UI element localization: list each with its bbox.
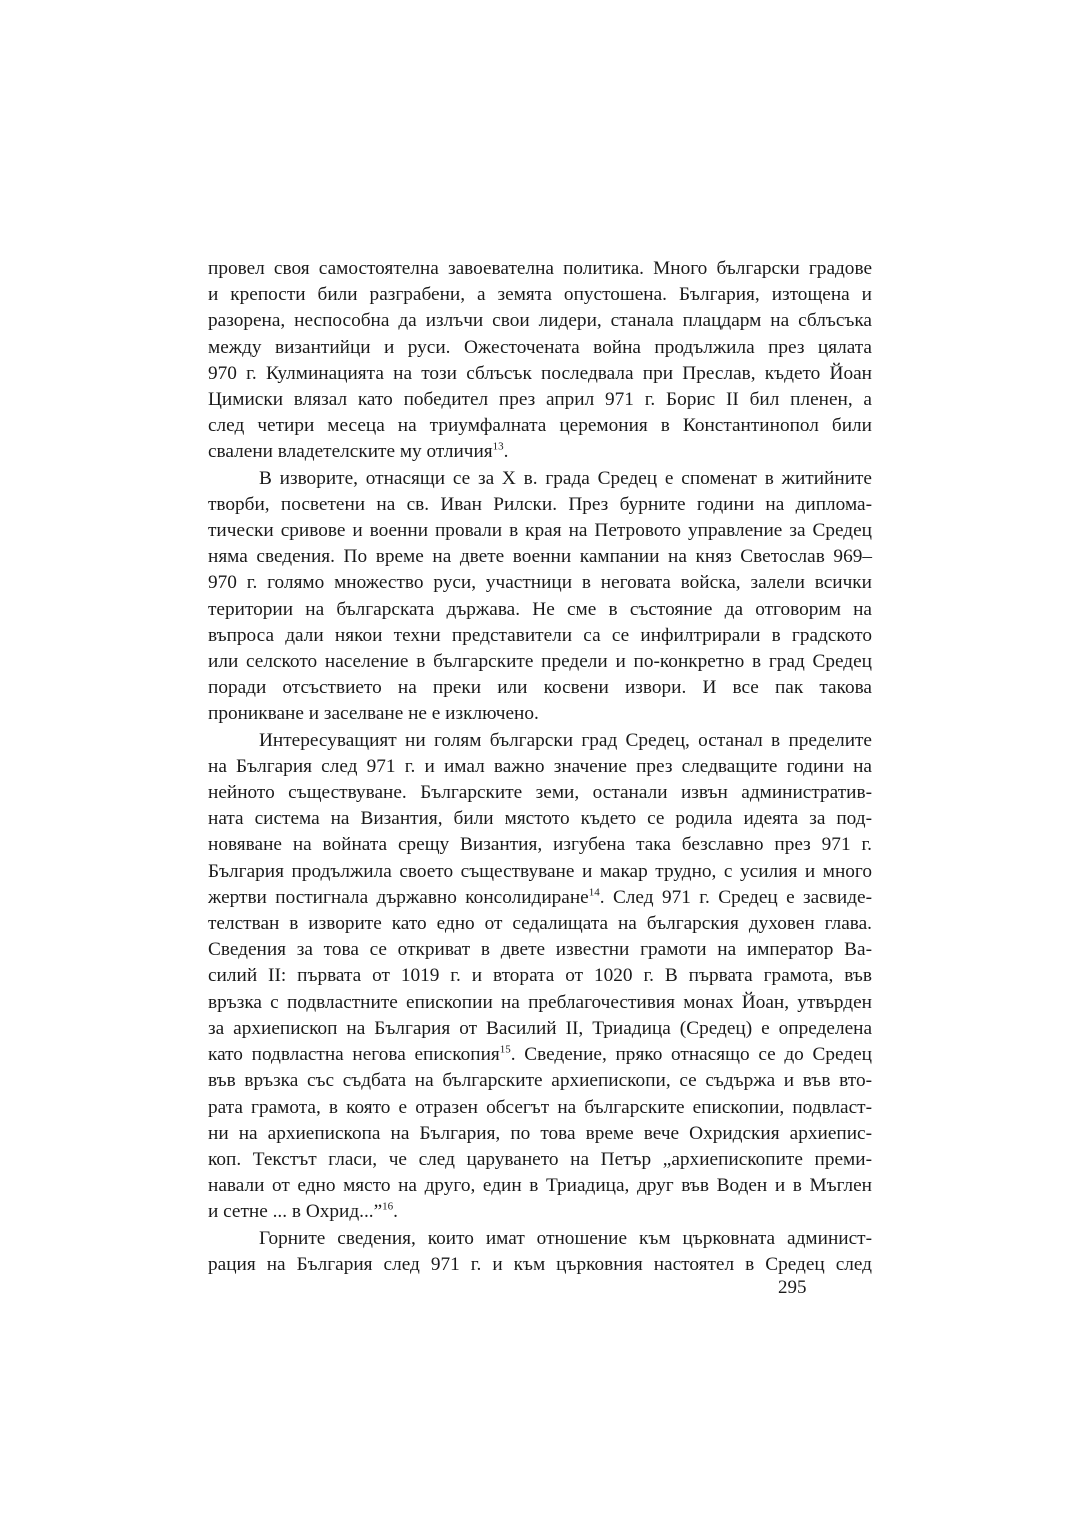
text-line: новяване на войната срещу Византия, изгубена така безславно през 971 г.	[208, 834, 872, 856]
text-line	[208, 885, 872, 911]
text-fragment: . След 971 г. Средец е засвиде-	[599, 886, 872, 908]
text-line: Интересуващият ни голям български град Средец, останал в пределите	[259, 729, 872, 751]
text-line: 970 г. Кулминацията на този сблъсък последвала при Преслав, където Йоан	[208, 362, 872, 384]
text-fragment: свалени владетелските му отличия	[208, 441, 493, 463]
text-line	[208, 1199, 872, 1225]
text-line: разорена, неспособна да излъчи свои лидери, станала плацдарм на сблъсъка	[208, 310, 872, 332]
text-line: Цимиски влязал като победител през април 971 г. Борис II бил пленен, а	[208, 389, 872, 411]
text-line: провел своя самостоятелна завоевателна политика. Много български градове	[208, 258, 872, 279]
text-line: връзка с подвластните епископии на преблагочестивия монах Йоан, утвърден	[208, 991, 872, 1013]
text-line: за архиепископ на България от Василий II, Триадица (Средец) е определена	[208, 1017, 872, 1039]
text-fragment: .	[393, 1201, 398, 1223]
text-line: въпроса дали някои техни представители са се инфилтрирали в градското	[208, 624, 872, 646]
text-fragment: като подвластна негова епископия	[208, 1044, 500, 1066]
footnote-ref-15[interactable]: 15	[499, 1043, 511, 1056]
text-line: ни на архиепископа на България, по това време вече Охридския архиепис-	[208, 1122, 872, 1144]
text-line: няма сведения. По време на двете военни кампании на княз Светослав 969–	[208, 546, 872, 568]
text-line: територии на българската държава. Не сме в състояние да отговорим на	[208, 598, 872, 620]
text-line: поради отсъствието на преки или косвени извори. И все пак такова	[208, 677, 872, 699]
text-line: телстван в изворите като едно от седалищата на българския духовен глава.	[208, 913, 872, 935]
footnote-ref-14[interactable]: 14	[588, 886, 600, 899]
text-line: рация на България след 971 г. и към църковния настоятел в Средец след	[208, 1253, 872, 1275]
text-line: или селското население в българските предели и по-конкретно в град Средец	[208, 651, 872, 673]
footnote-ref-13[interactable]: 13	[492, 441, 504, 453]
paragraph-1	[208, 256, 872, 466]
paragraph-4	[208, 1226, 872, 1278]
text-line: нейното съществуване. Българските земи, останали извън административ-	[208, 782, 872, 804]
text-line: България продължила своето съществуване и макар трудно, с усилия и много	[208, 860, 872, 882]
footnote-ref-16[interactable]: 16	[382, 1200, 394, 1213]
text-fragment: и сетне ... в Охрид...”	[208, 1201, 383, 1223]
text-line: В изворите, отнасящи се за X в. града Средец е споменат в житийните	[259, 467, 872, 489]
text-line: във връзка със съдбата на българските архиепископи, се съдържа и във вто-	[208, 1070, 872, 1092]
text-line: и крепости били разграбени, а земята опустошена. България, изтощена и	[208, 284, 872, 306]
text-line	[208, 439, 872, 465]
text-line: между византийци и руси. Ожесточената война продължила през цялата	[208, 336, 872, 358]
text-line	[208, 1042, 872, 1068]
paragraph-2	[208, 466, 872, 728]
text-line: ната система на Византия, били мястото където се родила идеята за под-	[208, 808, 872, 830]
text-line: след четири месеца на триумфалната церемония в Константинопол били	[208, 415, 872, 437]
text-line: Сведения за това се откриват в двете известни грамоти на император Ва-	[208, 939, 872, 961]
text-line: творби, посветени на св. Иван Рилски. През бурните години на диплома-	[208, 493, 872, 515]
text-line: на България след 971 г. и имал важно значение през следващите години на	[208, 755, 872, 777]
text-line: рата грамота, в която е отразен обсегът на българските епископии, подвласт-	[208, 1096, 872, 1118]
text-line: силий II: първата от 1019 г. и втората от 1020 г. В първата грамота, във	[208, 965, 872, 987]
body-text	[208, 256, 872, 1278]
text-line: тически сривове и военни провали в края на Петровото управление за Средец	[208, 520, 872, 542]
page-number: 295	[778, 1277, 807, 1298]
text-line: Горните сведения, които имат отношение към църковната админист-	[259, 1227, 872, 1249]
text-fragment: . Сведение, пряко отнасящо се до Средец	[510, 1044, 872, 1066]
text-line: проникване и заселване не е изключено.	[208, 703, 539, 725]
text-fragment: жертви постигнала държавно консолидиране	[208, 886, 589, 908]
text-fragment: .	[503, 441, 509, 463]
text-line: 970 г. голямо множество руси, участници в неговата войска, залели всички	[208, 572, 872, 594]
paragraph-3	[208, 728, 872, 1226]
text-line: коп. Текстът гласи, че след царуването на Петър „архиепископите преми-	[208, 1148, 872, 1170]
text-line: навали от едно място на друго, един в Триадица, друг във Воден и в Мъглен	[208, 1175, 872, 1197]
